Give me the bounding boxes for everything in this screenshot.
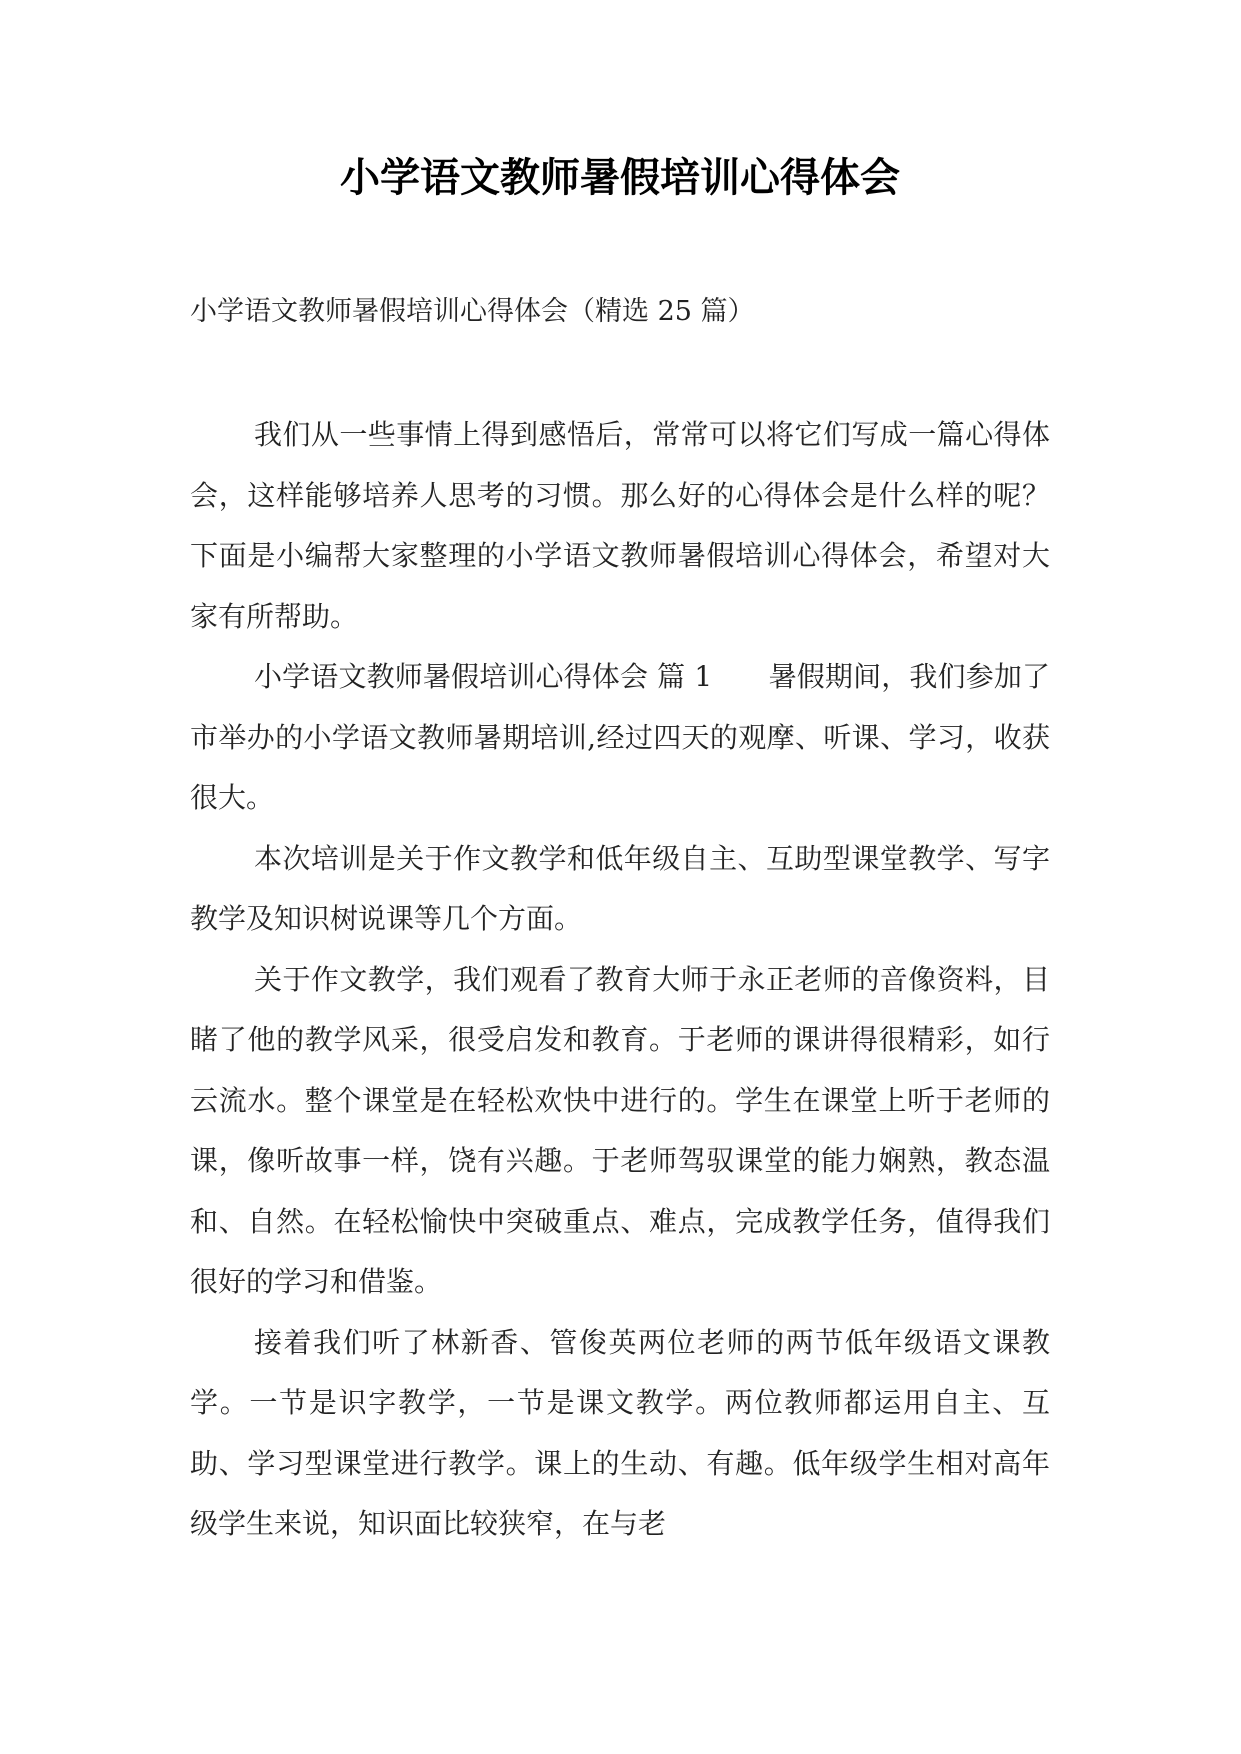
paragraph-section-1: 小学语文教师暑假培训心得体会 篇 1 暑假期间，我们参加了市举办的小学语文教师暑期培训,经过四天的观摩、听课、学习，收获很大。 <box>190 660 1050 814</box>
paragraph-training-topics: 本次培训是关于作文教学和低年级自主、互助型课堂教学、写字教学及知识树说课等几个方面。 <box>190 841 1050 935</box>
document-body <box>190 405 1050 1555</box>
paragraph-intro: 我们从一些事情上得到感悟后，常常可以将它们写成一篇心得体会，这样能够培养人思考的习惯。那么好的心得体会是什么样的呢？下面是小编帮大家整理的小学语文教师暑假培训心得体会，希望对大家有所帮助。 <box>190 418 1050 633</box>
paragraph-lower-grade-lessons: 接着我们听了林新香、管俊英两位老师的两节低年级语文课教学。一节是识字教学，一节是课文教学。两位教师都运用自主、互助、学习型课堂进行教学。课上的生动、有趣。低年级学生相对高年级学生来说，知识面比较狭窄，在与老 <box>190 1325 1050 1540</box>
document-title: 小学语文教师暑假培训心得体会 <box>340 154 900 201</box>
paragraph-composition-teaching: 关于作文教学，我们观看了教育大师于永正老师的音像资料，目睹了他的教学风采，很受启发和教育。于老师的课讲得很精彩，如行云流水。整个课堂是在轻松欢快中进行的。学生在课堂上听于老师的课，像听故事一样，饶有兴趣。于老师驾驭课堂的能力娴熟，教态温和、自然。在轻松愉快中突破重点、难点，完成教学任务，值得我们很好的学习和借鉴。 <box>190 962 1050 1298</box>
document-subtitle: 小学语文教师暑假培训心得体会（精选 25 篇） <box>190 296 755 327</box>
